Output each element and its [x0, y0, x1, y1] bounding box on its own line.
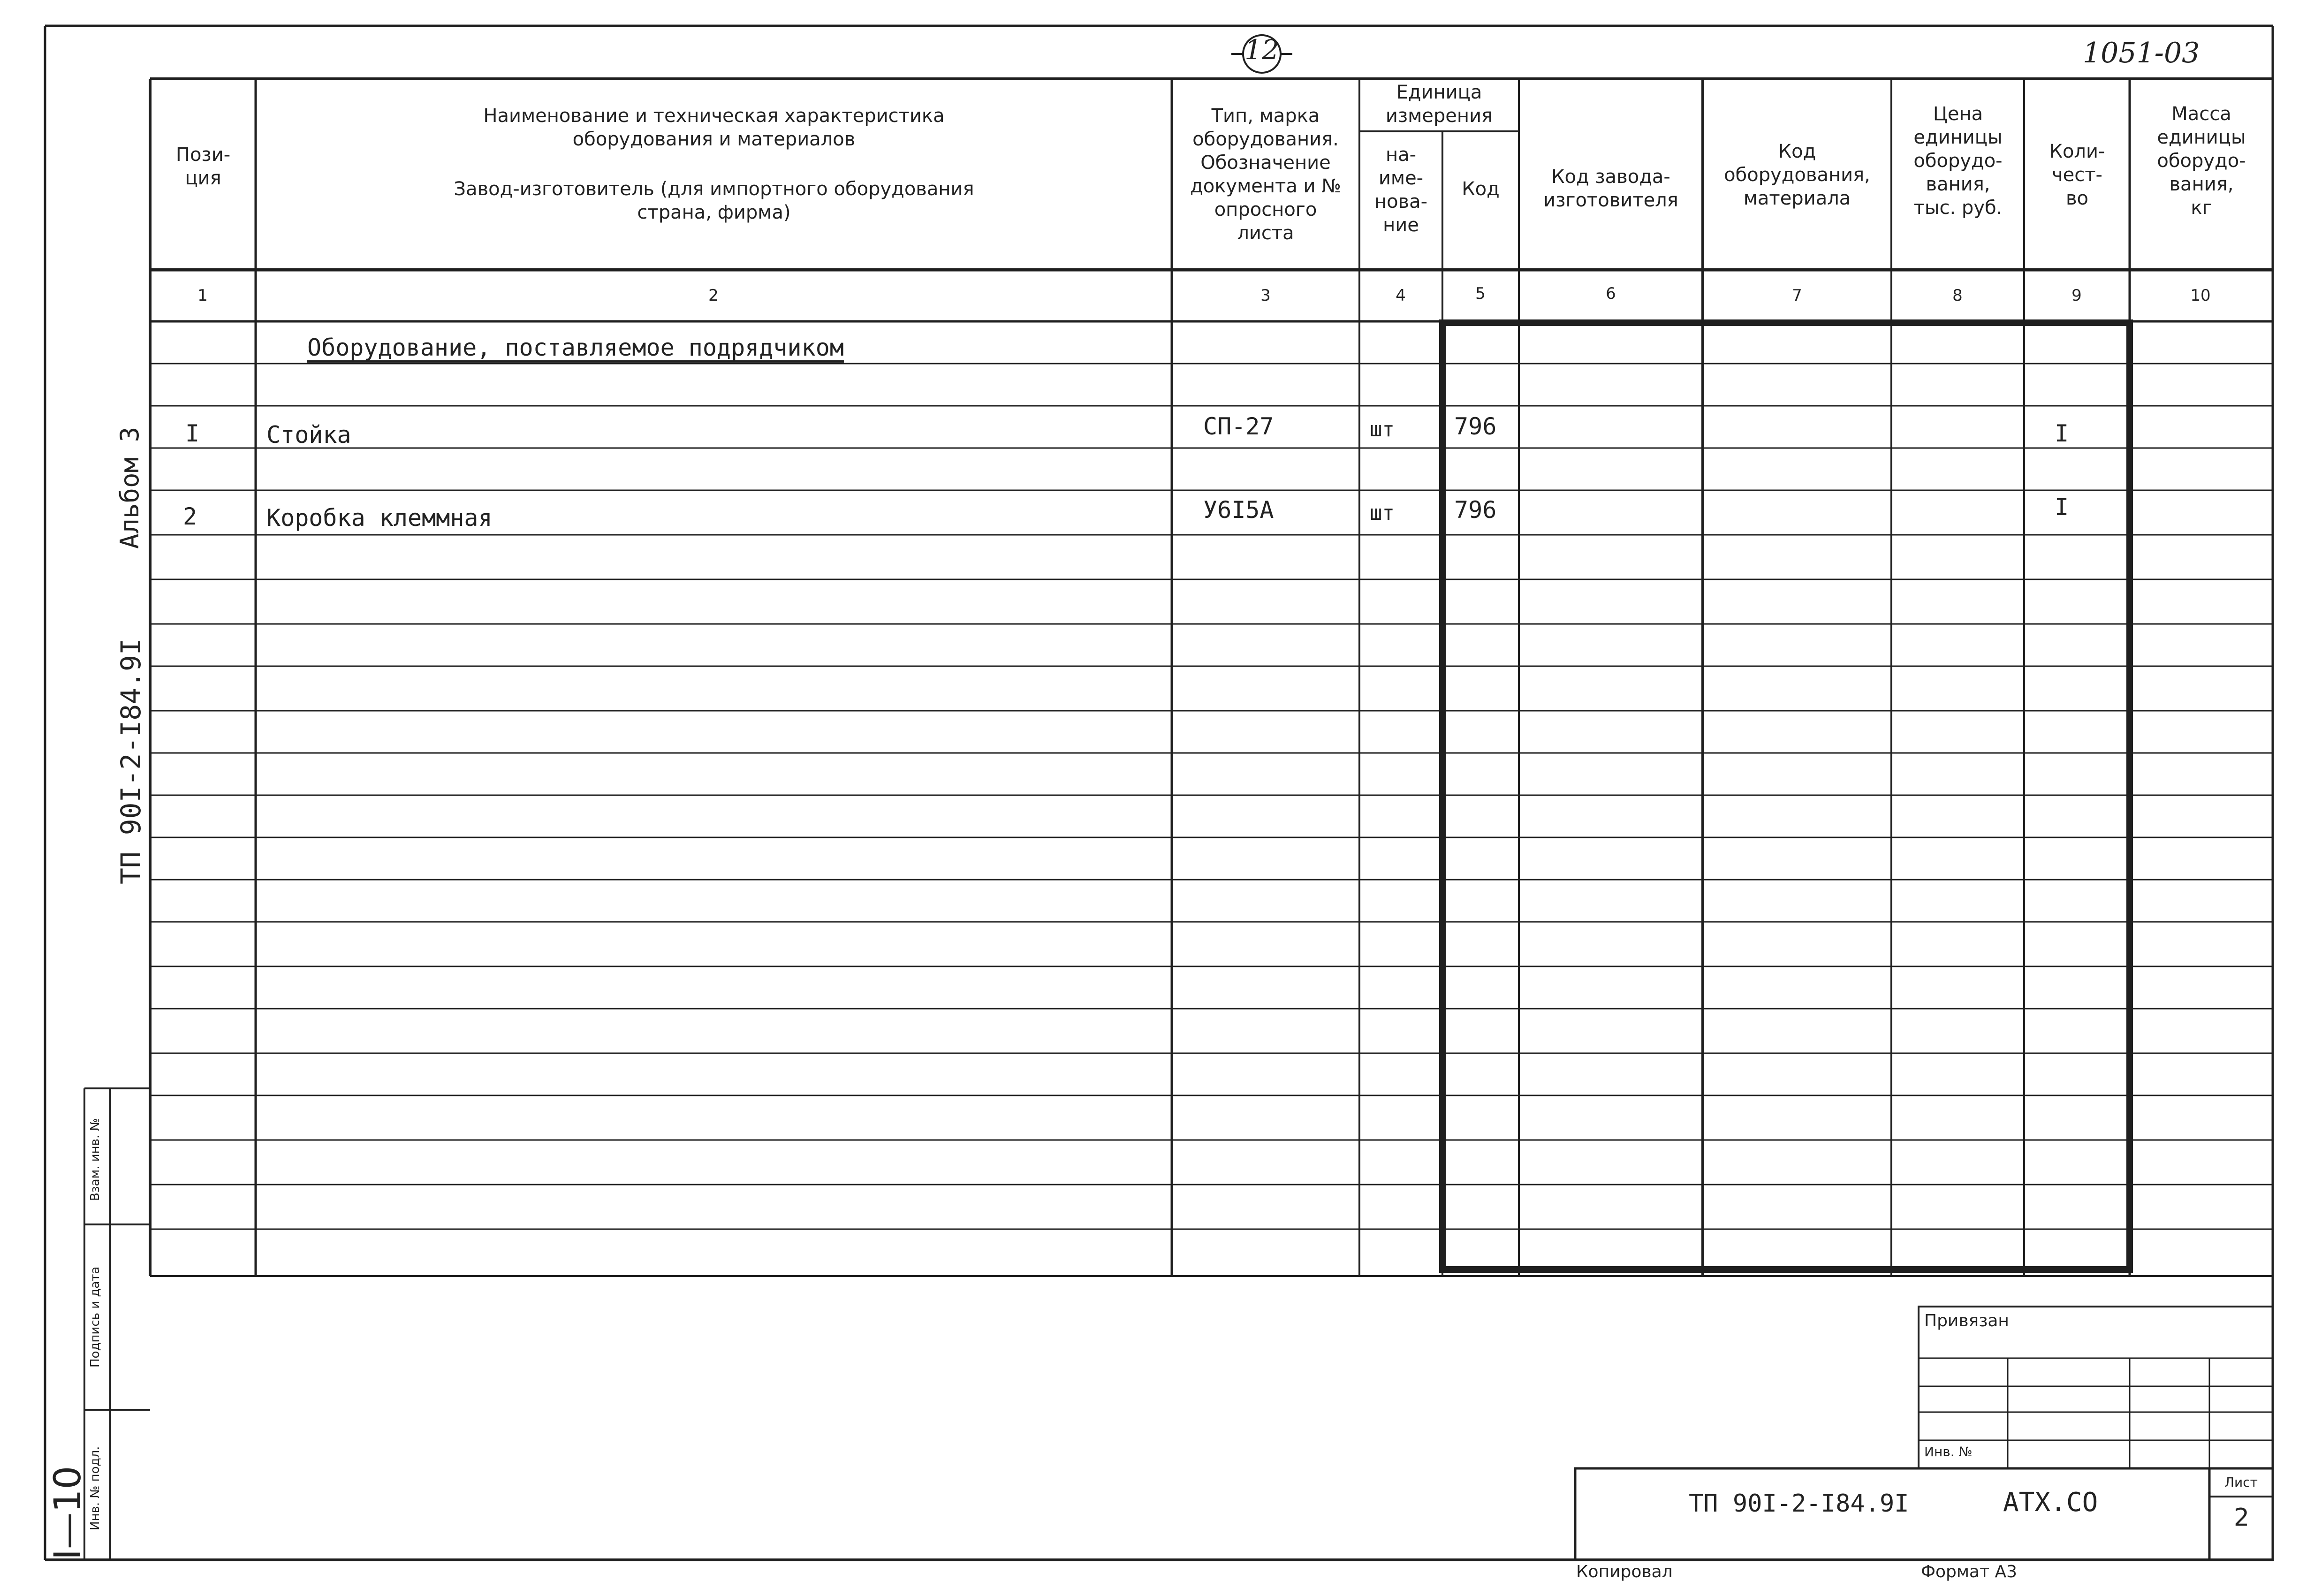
header-factory-code: Код завода- изготовителя — [1543, 166, 1678, 211]
column-number: 2 — [708, 286, 719, 305]
row-position: I — [185, 420, 200, 447]
stamp-replacement-inventory: Взам. инв. № — [88, 1118, 102, 1201]
sheet-number: 12 — [1244, 34, 1279, 66]
header-equipment-code: Код оборудования, материала — [1724, 141, 1870, 209]
sheet-value: 2 — [2234, 1504, 2250, 1532]
column-number: 3 — [1260, 286, 1271, 305]
column-number: 7 — [1792, 286, 1802, 305]
row-quantity: I — [2055, 420, 2069, 447]
row-code: 796 — [1454, 496, 1497, 524]
row-unit: шт — [1370, 501, 1395, 525]
attached-label: Привязан — [1924, 1311, 2009, 1330]
row-type: У6I5А — [1203, 496, 1274, 524]
header-unit-code: Код — [1462, 178, 1500, 200]
document-code: ТП 90I-2-I84.9I — [1689, 1490, 1909, 1518]
row-unit: шт — [1370, 418, 1395, 441]
corner-code: 1051-03 — [2083, 37, 2200, 69]
header-position: Пози- ция — [175, 144, 231, 189]
column-number: 6 — [1606, 284, 1616, 303]
column-number: 9 — [2071, 286, 2082, 305]
stamp-inventory-original: Инв. № подл. — [88, 1446, 102, 1530]
section-title: Оборудование, поставляемое подрядчиком — [307, 334, 844, 361]
header-unit-mass: Масса единицы оборудо- вания, кг — [2157, 103, 2246, 219]
copied-label: Копировал — [1576, 1562, 1673, 1581]
header-manufacturer: Завод-изготовитель (для импортного оборудования страна, фирма) — [454, 178, 974, 223]
header-name: Наименование и техническая характеристика оборудования и материалов — [483, 105, 945, 150]
stamp-signature-date: Подпись и дата — [88, 1266, 102, 1368]
row-position: 2 — [183, 503, 197, 530]
column-number: 10 — [2190, 286, 2211, 305]
row-type: СП-27 — [1203, 413, 1274, 440]
header-unit-group: Единица измерения — [1385, 82, 1493, 127]
sheet-label: Лист — [2224, 1474, 2258, 1490]
format-label: Формат А3 — [1921, 1562, 2018, 1581]
row-code: 796 — [1454, 413, 1497, 440]
row-name: Стойка — [266, 421, 351, 448]
row-quantity: I — [2055, 494, 2069, 521]
project-code-vertical: ТП 90I-2-I84.9I — [115, 638, 147, 884]
bottom-mark: I—10 — [47, 1466, 89, 1560]
row-name: Коробка клеммная — [266, 504, 493, 532]
header-quantity: Коли- чест- во — [2049, 141, 2105, 209]
column-number: 4 — [1396, 286, 1406, 305]
album-label: Альбом 3 — [115, 426, 144, 549]
column-number: 5 — [1475, 284, 1486, 303]
inventory-number-label: Инв. № — [1924, 1444, 1973, 1459]
header-unit-price: Цена единицы оборудо- вания, тыс. руб. — [1913, 103, 2003, 219]
header-unit-name: на- име- нова- ние — [1374, 144, 1428, 236]
document-mark: АТХ.СО — [2003, 1487, 2098, 1518]
column-number: 1 — [197, 286, 208, 305]
column-number: 8 — [1952, 286, 1963, 305]
header-type: Тип, марка оборудования. Обозначение документа и № опросного листа — [1190, 105, 1341, 244]
